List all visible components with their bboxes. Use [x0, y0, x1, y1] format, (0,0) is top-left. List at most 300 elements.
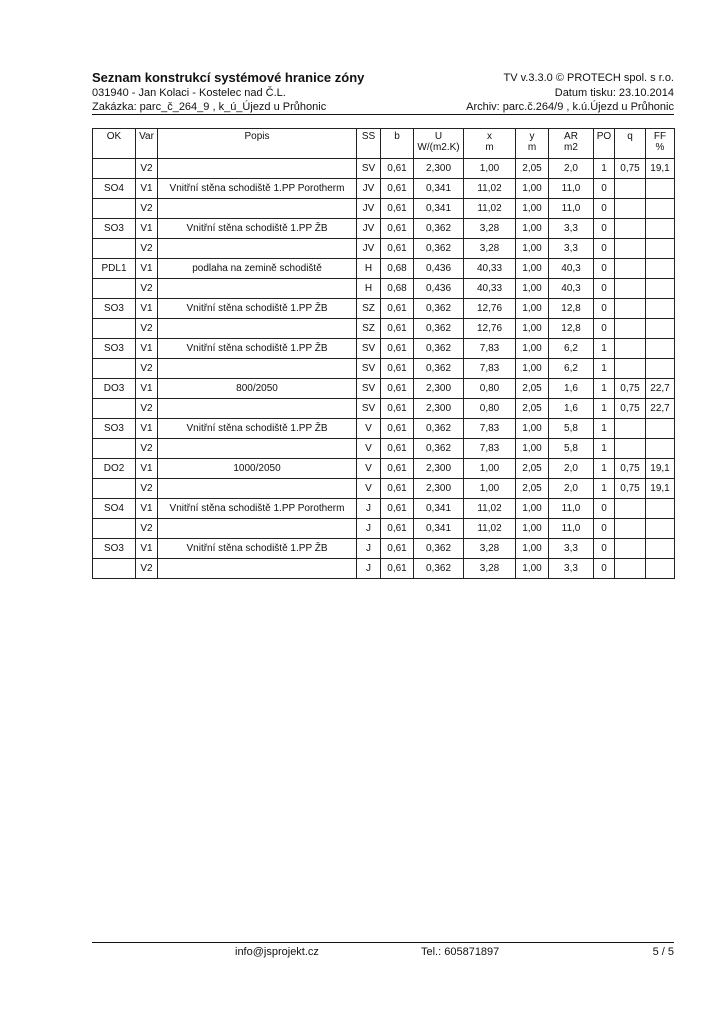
- cell-ok: [93, 319, 136, 339]
- cell-ok: [93, 199, 136, 219]
- footer-phone: Tel.: 605871897: [421, 946, 500, 958]
- cell-var: V1: [136, 539, 158, 559]
- cell-po: 0: [594, 219, 615, 239]
- cell-var: V2: [136, 559, 158, 579]
- cell-ok: [93, 559, 136, 579]
- cell-q: 0,75: [615, 379, 646, 399]
- cell-ss: SV: [357, 339, 381, 359]
- table-row: [93, 319, 675, 339]
- cell-po: 1: [594, 439, 615, 459]
- document-header-left: [92, 70, 364, 114]
- cell-y: 2,05: [516, 459, 549, 479]
- cell-var: V2: [136, 359, 158, 379]
- cell-ff: [646, 239, 675, 259]
- cell-ss: SV: [357, 379, 381, 399]
- cell-u: 0,362: [414, 419, 464, 439]
- cell-q: [615, 179, 646, 199]
- header-rule: [92, 114, 674, 115]
- cell-ss: J: [357, 499, 381, 519]
- cell-var: V2: [136, 159, 158, 179]
- cell-popis: [158, 159, 357, 179]
- cell-y: 1,00: [516, 239, 549, 259]
- cell-q: [615, 199, 646, 219]
- cell-po: 1: [594, 419, 615, 439]
- cell-ok: PDL1: [93, 259, 136, 279]
- cell-y: 1,00: [516, 299, 549, 319]
- cell-po: 1: [594, 399, 615, 419]
- cell-y: 1,00: [516, 419, 549, 439]
- cell-ok: SO3: [93, 299, 136, 319]
- column-header-label: AR: [564, 131, 578, 142]
- cell-x: 7,83: [464, 339, 516, 359]
- cell-q: [615, 239, 646, 259]
- column-header-label: Popis: [244, 131, 270, 142]
- column-header-ss: [357, 129, 381, 159]
- table-row: [93, 159, 675, 179]
- table-row: [93, 559, 675, 579]
- cell-q: [615, 339, 646, 359]
- cell-ss: SZ: [357, 299, 381, 319]
- cell-var: V1: [136, 499, 158, 519]
- cell-x: 3,28: [464, 539, 516, 559]
- cell-po: 0: [594, 499, 615, 519]
- cell-ar: 1,6: [549, 379, 594, 399]
- column-header-label: b: [394, 131, 400, 142]
- cell-b: 0,61: [381, 299, 414, 319]
- cell-ss: JV: [357, 239, 381, 259]
- cell-var: V1: [136, 259, 158, 279]
- cell-ok: SO3: [93, 219, 136, 239]
- cell-ff: [646, 199, 675, 219]
- cell-ok: [93, 439, 136, 459]
- cell-y: 2,05: [516, 479, 549, 499]
- print-date: Datum tisku: 23.10.2014: [554, 87, 674, 99]
- cell-u: 2,300: [414, 159, 464, 179]
- cell-b: 0,61: [381, 419, 414, 439]
- cell-b: 0,61: [381, 519, 414, 539]
- cell-ss: H: [357, 259, 381, 279]
- cell-ff: [646, 279, 675, 299]
- cell-ar: 3,3: [549, 559, 594, 579]
- cell-x: 7,83: [464, 439, 516, 459]
- table-row: [93, 399, 675, 419]
- table-body: [93, 159, 675, 579]
- cell-u: 0,341: [414, 199, 464, 219]
- cell-var: V1: [136, 379, 158, 399]
- column-header-y: [516, 129, 549, 159]
- cell-popis: Vnitřní stěna schodiště 1.PP Porotherm: [158, 499, 357, 519]
- cell-popis: [158, 559, 357, 579]
- cell-u: 0,362: [414, 299, 464, 319]
- cell-po: 0: [594, 279, 615, 299]
- cell-ok: DO3: [93, 379, 136, 399]
- cell-u: 2,300: [414, 399, 464, 419]
- cell-popis: 800/2050: [158, 379, 357, 399]
- cell-ok: SO3: [93, 339, 136, 359]
- cell-ar: 6,2: [549, 359, 594, 379]
- column-header-unit: m2: [564, 142, 578, 153]
- cell-q: 0,75: [615, 479, 646, 499]
- cell-po: 0: [594, 299, 615, 319]
- cell-var: V1: [136, 459, 158, 479]
- cell-x: 1,00: [464, 479, 516, 499]
- cell-ff: [646, 259, 675, 279]
- cell-var: V2: [136, 519, 158, 539]
- cell-popis: Vnitřní stěna schodiště 1.PP ŽB: [158, 339, 357, 359]
- cell-var: V1: [136, 419, 158, 439]
- cell-var: V2: [136, 279, 158, 299]
- cell-y: 1,00: [516, 199, 549, 219]
- column-header-unit: W/(m2.K): [417, 142, 460, 153]
- cell-x: 11,02: [464, 179, 516, 199]
- table-row: [93, 259, 675, 279]
- cell-y: 1,00: [516, 219, 549, 239]
- cell-x: 0,80: [464, 379, 516, 399]
- cell-ss: JV: [357, 199, 381, 219]
- cell-ff: 22,7: [646, 379, 675, 399]
- table-row: [93, 499, 675, 519]
- cell-var: V2: [136, 319, 158, 339]
- cell-popis: [158, 239, 357, 259]
- cell-u: 0,362: [414, 319, 464, 339]
- column-header-q: [615, 129, 646, 159]
- cell-y: 1,00: [516, 359, 549, 379]
- cell-ok: [93, 519, 136, 539]
- cell-y: 2,05: [516, 399, 549, 419]
- cell-var: V2: [136, 439, 158, 459]
- cell-ff: [646, 499, 675, 519]
- cell-x: 11,02: [464, 519, 516, 539]
- cell-q: [615, 539, 646, 559]
- cell-x: 40,33: [464, 259, 516, 279]
- cell-ss: SV: [357, 359, 381, 379]
- column-header-label: FF: [653, 131, 667, 142]
- cell-b: 0,68: [381, 279, 414, 299]
- cell-x: 1,00: [464, 159, 516, 179]
- cell-ss: JV: [357, 179, 381, 199]
- cell-var: V1: [136, 179, 158, 199]
- cell-x: 3,28: [464, 559, 516, 579]
- cell-ss: J: [357, 559, 381, 579]
- page-number: 5 / 5: [652, 946, 674, 958]
- cell-var: V1: [136, 219, 158, 239]
- cell-ar: 5,8: [549, 419, 594, 439]
- cell-u: 0,362: [414, 559, 464, 579]
- column-header-b: [381, 129, 414, 159]
- cell-ff: [646, 359, 675, 379]
- cell-popis: Vnitřní stěna schodiště 1.PP ŽB: [158, 419, 357, 439]
- cell-u: 0,341: [414, 179, 464, 199]
- cell-ff: [646, 519, 675, 539]
- table-row: [93, 339, 675, 359]
- cell-b: 0,61: [381, 559, 414, 579]
- cell-y: 1,00: [516, 519, 549, 539]
- cell-x: 12,76: [464, 299, 516, 319]
- table-row: [93, 359, 675, 379]
- cell-ar: 11,0: [549, 499, 594, 519]
- cell-ar: 11,0: [549, 199, 594, 219]
- table-row: [93, 299, 675, 319]
- cell-ok: SO3: [93, 539, 136, 559]
- cell-x: 40,33: [464, 279, 516, 299]
- column-header-label: q: [627, 131, 633, 142]
- cell-ff: 19,1: [646, 159, 675, 179]
- cell-q: [615, 299, 646, 319]
- cell-u: 0,341: [414, 499, 464, 519]
- cell-popis: [158, 479, 357, 499]
- cell-ar: 2,0: [549, 159, 594, 179]
- cell-ar: 11,0: [549, 179, 594, 199]
- column-header-u: [414, 129, 464, 159]
- cell-po: 0: [594, 559, 615, 579]
- table-header-row: [93, 129, 675, 159]
- cell-po: 0: [594, 519, 615, 539]
- column-header-po: [594, 129, 615, 159]
- cell-popis: podlaha na zemině schodiště: [158, 259, 357, 279]
- cell-ss: V: [357, 459, 381, 479]
- column-header-label: U: [434, 131, 443, 142]
- project-client: 031940 - Jan Kolaci - Kostelec nad Č.L.: [92, 87, 286, 99]
- cell-ok: DO2: [93, 459, 136, 479]
- cell-po: 1: [594, 379, 615, 399]
- cell-ss: V: [357, 439, 381, 459]
- cell-ar: 6,2: [549, 339, 594, 359]
- footer-email: info@jsprojekt.cz: [235, 946, 319, 958]
- column-header-ar: [549, 129, 594, 159]
- cell-var: V2: [136, 239, 158, 259]
- cell-b: 0,61: [381, 439, 414, 459]
- cell-y: 1,00: [516, 559, 549, 579]
- column-header-unit: m: [527, 142, 537, 153]
- cell-x: 3,28: [464, 219, 516, 239]
- cell-var: V1: [136, 339, 158, 359]
- cell-ar: 3,3: [549, 219, 594, 239]
- cell-ar: 2,0: [549, 479, 594, 499]
- cell-y: 1,00: [516, 259, 549, 279]
- cell-ok: SO4: [93, 179, 136, 199]
- cell-b: 0,61: [381, 379, 414, 399]
- cell-y: 1,00: [516, 499, 549, 519]
- cell-ar: 40,3: [549, 279, 594, 299]
- column-header-popis: [158, 129, 357, 159]
- cell-y: 1,00: [516, 179, 549, 199]
- cell-ss: SV: [357, 399, 381, 419]
- project-order: Zakázka: parc_č_264_9 , k_ú_Újezd u Průhonic: [92, 101, 327, 113]
- cell-q: [615, 519, 646, 539]
- cell-q: 0,75: [615, 459, 646, 479]
- cell-q: 0,75: [615, 399, 646, 419]
- cell-u: 0,362: [414, 539, 464, 559]
- cell-ar: 3,3: [549, 239, 594, 259]
- cell-po: 1: [594, 159, 615, 179]
- cell-ok: [93, 239, 136, 259]
- cell-q: [615, 419, 646, 439]
- column-header-label: OK: [106, 131, 122, 142]
- cell-y: 1,00: [516, 439, 549, 459]
- cell-u: 0,362: [414, 359, 464, 379]
- cell-po: 0: [594, 179, 615, 199]
- cell-var: V2: [136, 199, 158, 219]
- column-header-var: [136, 129, 158, 159]
- cell-ss: V: [357, 479, 381, 499]
- cell-x: 12,76: [464, 319, 516, 339]
- cell-y: 1,00: [516, 319, 549, 339]
- cell-popis: Vnitřní stěna schodiště 1.PP ŽB: [158, 299, 357, 319]
- cell-po: 0: [594, 319, 615, 339]
- cell-popis: [158, 319, 357, 339]
- cell-u: 0,362: [414, 219, 464, 239]
- table-row: [93, 519, 675, 539]
- column-header-x: [464, 129, 516, 159]
- table-row: [93, 479, 675, 499]
- cell-ff: [646, 219, 675, 239]
- column-header-label: x: [487, 131, 492, 142]
- cell-y: 1,00: [516, 279, 549, 299]
- cell-q: [615, 559, 646, 579]
- cell-b: 0,61: [381, 359, 414, 379]
- cell-ok: [93, 479, 136, 499]
- table-row: [93, 539, 675, 559]
- cell-ff: 19,1: [646, 459, 675, 479]
- cell-ff: 19,1: [646, 479, 675, 499]
- cell-ar: 5,8: [549, 439, 594, 459]
- cell-popis: [158, 279, 357, 299]
- column-header-label: PO: [596, 131, 612, 142]
- archive-path: Archiv: parc.č.264/9 , k.ú.Újezd u Průhonic: [466, 101, 674, 113]
- cell-var: V2: [136, 479, 158, 499]
- column-header-label: Var: [139, 131, 154, 142]
- document-header-right: [466, 70, 674, 114]
- cell-b: 0,61: [381, 539, 414, 559]
- column-header-ok: [93, 129, 136, 159]
- cell-popis: [158, 359, 357, 379]
- cell-u: 0,436: [414, 279, 464, 299]
- table-row: [93, 199, 675, 219]
- column-header-label: SS: [361, 131, 376, 142]
- cell-ar: 1,6: [549, 399, 594, 419]
- cell-q: [615, 259, 646, 279]
- cell-ff: [646, 299, 675, 319]
- cell-var: V2: [136, 399, 158, 419]
- cell-ar: 12,8: [549, 299, 594, 319]
- cell-b: 0,61: [381, 219, 414, 239]
- cell-ff: [646, 179, 675, 199]
- cell-ff: [646, 419, 675, 439]
- cell-x: 11,02: [464, 499, 516, 519]
- cell-ss: SZ: [357, 319, 381, 339]
- cell-ss: SV: [357, 159, 381, 179]
- cell-popis: [158, 519, 357, 539]
- cell-ok: SO4: [93, 499, 136, 519]
- cell-y: 2,05: [516, 159, 549, 179]
- cell-b: 0,61: [381, 399, 414, 419]
- cell-po: 0: [594, 239, 615, 259]
- cell-x: 7,83: [464, 359, 516, 379]
- cell-y: 1,00: [516, 339, 549, 359]
- cell-y: 2,05: [516, 379, 549, 399]
- cell-popis: 1000/2050: [158, 459, 357, 479]
- cell-y: 1,00: [516, 539, 549, 559]
- cell-ar: 12,8: [549, 319, 594, 339]
- cell-ff: [646, 559, 675, 579]
- cell-q: [615, 359, 646, 379]
- cell-b: 0,61: [381, 499, 414, 519]
- cell-ff: [646, 339, 675, 359]
- cell-b: 0,61: [381, 199, 414, 219]
- cell-q: [615, 279, 646, 299]
- table-row: [93, 219, 675, 239]
- cell-ar: 11,0: [549, 519, 594, 539]
- column-header-unit: m: [485, 142, 494, 153]
- cell-ss: JV: [357, 219, 381, 239]
- cell-ff: [646, 319, 675, 339]
- cell-po: 0: [594, 539, 615, 559]
- cell-popis: Vnitřní stěna schodiště 1.PP ŽB: [158, 539, 357, 559]
- cell-po: 1: [594, 339, 615, 359]
- cell-b: 0,61: [381, 339, 414, 359]
- cell-popis: Vnitřní stěna schodiště 1.PP Porotherm: [158, 179, 357, 199]
- cell-u: 0,436: [414, 259, 464, 279]
- cell-u: 0,362: [414, 439, 464, 459]
- cell-u: 2,300: [414, 379, 464, 399]
- cell-u: 2,300: [414, 459, 464, 479]
- cell-u: 2,300: [414, 479, 464, 499]
- cell-popis: [158, 439, 357, 459]
- table-row: [93, 279, 675, 299]
- cell-ok: [93, 399, 136, 419]
- cell-ok: [93, 279, 136, 299]
- cell-ss: H: [357, 279, 381, 299]
- cell-x: 1,00: [464, 459, 516, 479]
- table-row: [93, 419, 675, 439]
- cell-ss: V: [357, 419, 381, 439]
- cell-popis: [158, 399, 357, 419]
- cell-ss: J: [357, 539, 381, 559]
- cell-u: 0,362: [414, 339, 464, 359]
- cell-q: 0,75: [615, 159, 646, 179]
- table-row: [93, 439, 675, 459]
- cell-ff: [646, 539, 675, 559]
- table-row: [93, 379, 675, 399]
- table-row: [93, 239, 675, 259]
- cell-b: 0,61: [381, 159, 414, 179]
- cell-var: V1: [136, 299, 158, 319]
- table-row: [93, 179, 675, 199]
- cell-po: 1: [594, 459, 615, 479]
- cell-b: 0,61: [381, 459, 414, 479]
- cell-ar: 40,3: [549, 259, 594, 279]
- cell-b: 0,61: [381, 479, 414, 499]
- footer-rule: [92, 942, 674, 943]
- column-header-label: y: [529, 131, 535, 142]
- cell-po: 0: [594, 199, 615, 219]
- cell-q: [615, 319, 646, 339]
- cell-x: 3,28: [464, 239, 516, 259]
- software-version: TV v.3.3.0 © PROTECH spol. s r.o.: [503, 72, 674, 84]
- cell-ok: SO3: [93, 419, 136, 439]
- cell-x: 11,02: [464, 199, 516, 219]
- cell-popis: Vnitřní stěna schodiště 1.PP ŽB: [158, 219, 357, 239]
- cell-b: 0,61: [381, 319, 414, 339]
- cell-b: 0,68: [381, 259, 414, 279]
- cell-q: [615, 439, 646, 459]
- cell-ff: 22,7: [646, 399, 675, 419]
- document-title: Seznam konstrukcí systémové hranice zóny: [92, 70, 365, 85]
- table-row: [93, 459, 675, 479]
- cell-po: 0: [594, 259, 615, 279]
- cell-popis: [158, 199, 357, 219]
- cell-u: 0,362: [414, 239, 464, 259]
